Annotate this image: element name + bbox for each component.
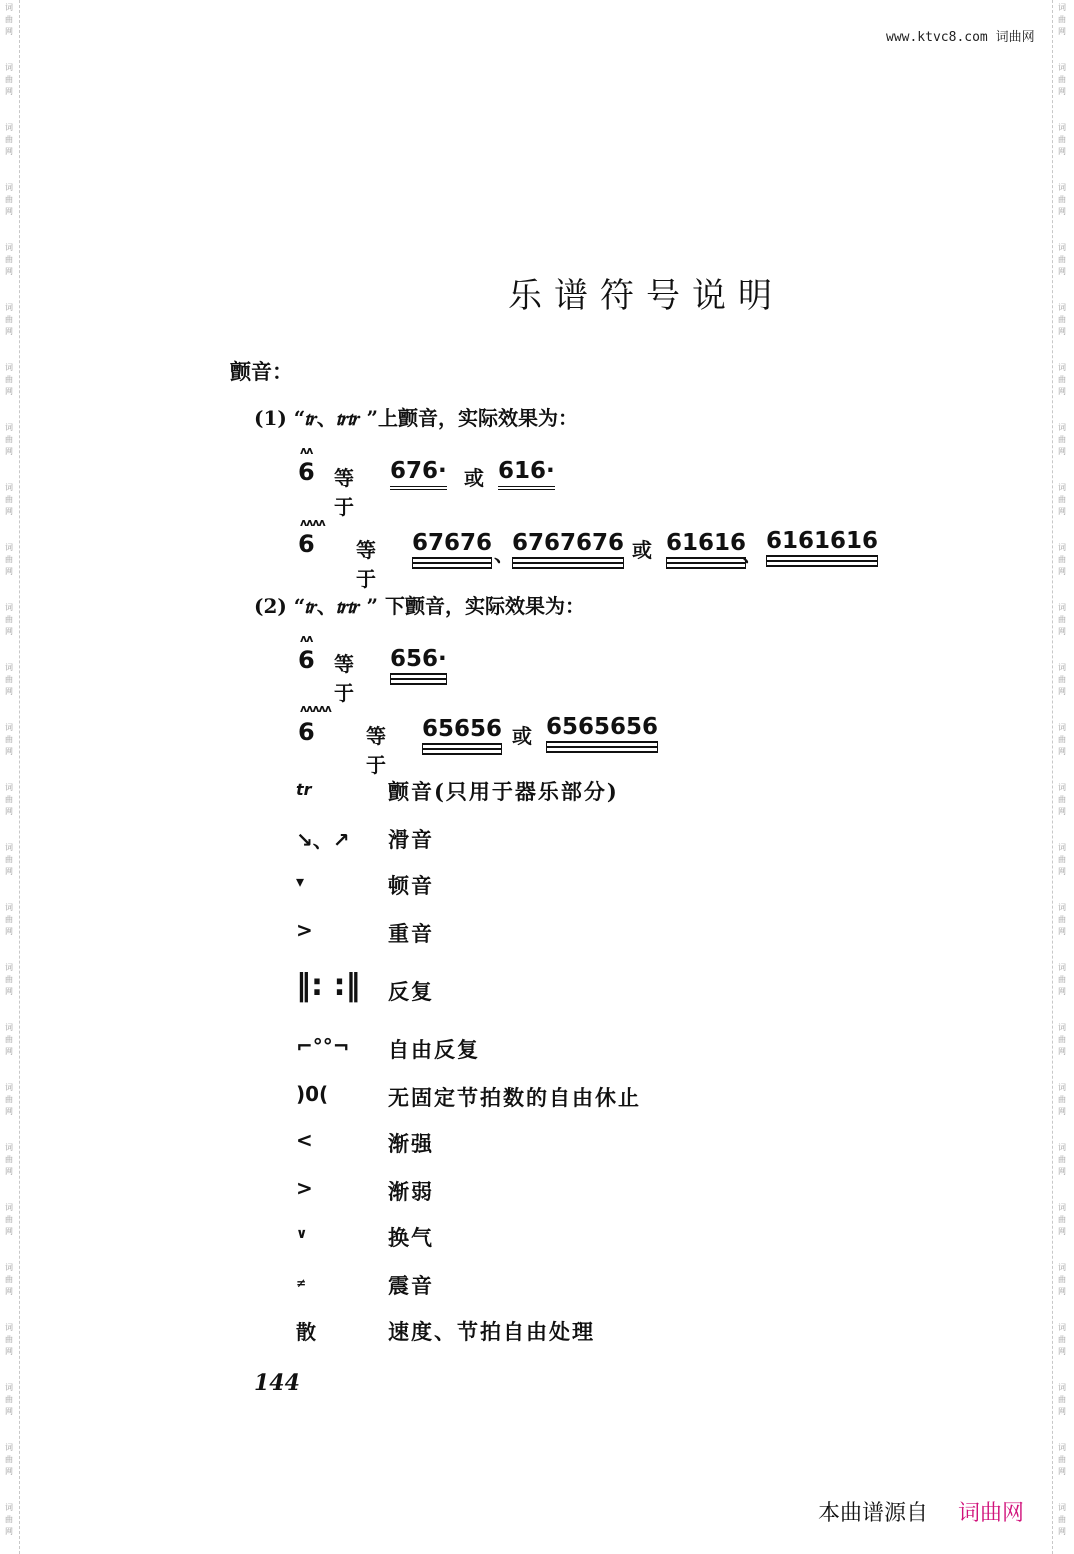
lower-trill-heading: (2) “𝆖、𝆖𝆖 ” 下颤音，实际效果为： (254, 594, 585, 618)
watermark-glyph: 曲 (5, 855, 13, 864)
watermark-glyph: 网 (5, 1107, 13, 1116)
watermark-glyph: 曲 (1058, 735, 1066, 744)
watermark-glyph: 网 (1058, 207, 1066, 216)
watermark-glyph: 曲 (1058, 1515, 1066, 1524)
watermark-glyph: 词 (1058, 663, 1066, 672)
watermark-glyph: 网 (1058, 27, 1066, 36)
watermark-glyph: 词 (5, 543, 13, 552)
symbol-description: 顿音 (388, 873, 434, 898)
watermark-glyph: 曲 (1058, 855, 1066, 864)
watermark-glyph: 网 (5, 867, 13, 876)
watermark-glyph: 词 (5, 1203, 13, 1212)
free-repeat-icon: ⌐°°¬ (296, 1034, 350, 1058)
note-6: 6 (298, 718, 315, 746)
watermark-glyph: 网 (1058, 1227, 1066, 1236)
watermark-glyph: 词 (1058, 1023, 1066, 1032)
watermark-glyph: 曲 (1058, 495, 1066, 504)
equals-label: 等于 (356, 538, 376, 591)
equals-label: 等于 (334, 466, 354, 519)
watermark-glyph: 曲 (1058, 975, 1066, 984)
notation-6767676: 6767676 (512, 530, 624, 559)
watermark-glyph: 网 (5, 507, 13, 516)
watermark-glyph: 网 (5, 1167, 13, 1176)
watermark-glyph: 曲 (5, 1095, 13, 1104)
watermark-glyph: 网 (5, 1527, 13, 1536)
watermark-glyph: 词 (1058, 1323, 1066, 1332)
watermark-glyph: 网 (1058, 1047, 1066, 1056)
notation-616: 616· (498, 458, 555, 490)
watermark-glyph: 曲 (5, 255, 13, 264)
watermark-glyph: 曲 (5, 1335, 13, 1344)
separator: 、 (494, 542, 514, 566)
watermark-glyph: 曲 (1058, 255, 1066, 264)
trill-tr-icon: tr (296, 780, 312, 799)
watermark-glyph: 曲 (5, 135, 13, 144)
notation-65656: 65656 (422, 716, 502, 745)
watermark-glyph: 网 (5, 1047, 13, 1056)
watermark-glyph: 曲 (1058, 915, 1066, 924)
symbol-description: 重音 (388, 921, 434, 946)
watermark-glyph: 曲 (5, 555, 13, 564)
watermark-glyph: 网 (1058, 927, 1066, 936)
watermark-glyph: 词 (5, 1023, 13, 1032)
symbol-description: 震音 (388, 1273, 434, 1298)
watermark-glyph: 曲 (1058, 1275, 1066, 1284)
crescendo-icon: < (296, 1128, 313, 1152)
watermark-glyph: 网 (1058, 987, 1066, 996)
watermark-glyph: 曲 (5, 1215, 13, 1224)
watermark-glyph: 曲 (5, 1515, 13, 1524)
watermark-glyph: 曲 (5, 15, 13, 24)
watermark-glyph: 曲 (5, 195, 13, 204)
watermark-glyph: 网 (1058, 1527, 1066, 1536)
watermark-glyph: 词 (1058, 423, 1066, 432)
watermark-glyph: 词 (5, 663, 13, 672)
watermark-glyph: 词 (1058, 1443, 1066, 1452)
watermark-glyph: 曲 (5, 1035, 13, 1044)
watermark-glyph: 网 (5, 1347, 13, 1356)
watermark-glyph: 词 (1058, 3, 1066, 12)
upper-trill-heading: (1) “𝆖、𝆖𝆖 ”上颤音，实际效果为： (254, 406, 579, 430)
staccato-icon: ▾ (296, 872, 305, 891)
watermark-glyph: 词 (5, 1143, 13, 1152)
watermark-glyph: 网 (1058, 1347, 1066, 1356)
watermark-glyph: 词 (5, 783, 13, 792)
watermark-glyph: 曲 (5, 975, 13, 984)
watermark-glyph: 词 (5, 843, 13, 852)
watermark-glyph: 词 (5, 183, 13, 192)
watermark-glyph: 网 (5, 147, 13, 156)
watermark-glyph: 词 (5, 963, 13, 972)
notation-676: 676· (390, 458, 447, 490)
watermark-glyph: 网 (5, 87, 13, 96)
note-6: 6 (298, 530, 315, 558)
watermark-glyph: 网 (1058, 807, 1066, 816)
watermark-glyph: 网 (5, 687, 13, 696)
watermark-glyph: 词 (5, 603, 13, 612)
site-url[interactable]: www.ktvc8.com (886, 30, 988, 45)
watermark-glyph: 网 (1058, 867, 1066, 876)
watermark-glyph: 词 (5, 1263, 13, 1272)
long-lower-trill-icon: ʌʌʌʌʌ (300, 702, 331, 715)
watermark-glyph: 曲 (1058, 675, 1066, 684)
watermark-glyph: 词 (1058, 1203, 1066, 1212)
watermark-glyph: 网 (1058, 1467, 1066, 1476)
watermark-glyph: 网 (1058, 147, 1066, 156)
watermark-glyph: 词 (5, 1083, 13, 1092)
watermark-glyph: 曲 (5, 1455, 13, 1464)
watermark-glyph: 词 (1058, 903, 1066, 912)
short-lower-trill-icon: ʌʌ (300, 632, 313, 645)
watermark-glyph: 曲 (5, 795, 13, 804)
watermark-glyph: 曲 (5, 915, 13, 924)
watermark-glyph: 词 (5, 1383, 13, 1392)
breath-icon: ∨ (296, 1226, 308, 1242)
watermark-glyph: 曲 (5, 735, 13, 744)
watermark-glyph: 曲 (5, 75, 13, 84)
watermark-glyph: 网 (1058, 327, 1066, 336)
watermark-glyph: 词 (1058, 63, 1066, 72)
watermark-glyph: 网 (1058, 1167, 1066, 1176)
watermark-glyph: 网 (1058, 1287, 1066, 1296)
watermark-glyph: 网 (1058, 747, 1066, 756)
tremolo-icon: ≠ (296, 1276, 307, 1290)
watermark-glyph: 网 (5, 1407, 13, 1416)
note-6: 6 (298, 458, 315, 486)
notation-67676: 67676 (412, 530, 492, 559)
watermark-glyph: 网 (1058, 447, 1066, 456)
watermark-glyph: 网 (5, 1467, 13, 1476)
symbol-description: 渐强 (388, 1131, 434, 1156)
site-header (886, 26, 1035, 45)
repeat-icon: ‖: :‖ (296, 968, 361, 1003)
watermark-glyph: 网 (5, 927, 13, 936)
watermark-glyph: 网 (5, 567, 13, 576)
watermark-glyph: 曲 (1058, 555, 1066, 564)
long-trill-icon: ʌʌʌʌ (300, 516, 325, 529)
watermark-glyph: 曲 (1058, 1155, 1066, 1164)
watermark-glyph: 词 (1058, 723, 1066, 732)
watermark-glyph: 词 (5, 423, 13, 432)
right-watermark-strip (1052, 0, 1074, 1554)
watermark-glyph: 词 (1058, 783, 1066, 792)
watermark-glyph: 曲 (5, 495, 13, 504)
watermark-glyph: 词 (1058, 243, 1066, 252)
watermark-glyph: 曲 (5, 1155, 13, 1164)
note-6: 6 (298, 646, 315, 674)
watermark-glyph: 词 (5, 1323, 13, 1332)
watermark-glyph: 词 (1058, 1263, 1066, 1272)
watermark-glyph: 网 (5, 267, 13, 276)
notation-61616: 61616 (666, 530, 746, 559)
watermark-glyph: 曲 (5, 615, 13, 624)
watermark-glyph: 词 (5, 723, 13, 732)
section-label: 颤音： (230, 359, 293, 384)
watermark-glyph: 网 (1058, 267, 1066, 276)
watermark-glyph: 网 (5, 387, 13, 396)
or-label: 或 (512, 724, 532, 748)
watermark-glyph: 网 (5, 747, 13, 756)
watermark-glyph: 词 (5, 123, 13, 132)
watermark-glyph: 词 (1058, 183, 1066, 192)
watermark-glyph: 曲 (1058, 15, 1066, 24)
watermark-glyph: 网 (1058, 507, 1066, 516)
watermark-glyph: 网 (5, 627, 13, 636)
watermark-glyph: 网 (5, 327, 13, 336)
free-tempo-icon: 散 (296, 1320, 316, 1344)
watermark-glyph: 词 (1058, 543, 1066, 552)
equals-label: 等于 (366, 724, 386, 777)
left-watermark-strip (0, 0, 20, 1554)
watermark-glyph: 网 (5, 447, 13, 456)
or-label: 或 (632, 538, 652, 562)
watermark-glyph: 曲 (1058, 195, 1066, 204)
watermark-glyph: 曲 (5, 1395, 13, 1404)
watermark-glyph: 曲 (1058, 1455, 1066, 1464)
watermark-glyph: 词 (1058, 843, 1066, 852)
watermark-glyph: 词 (1058, 603, 1066, 612)
watermark-glyph: 词 (1058, 1503, 1066, 1512)
watermark-glyph: 词 (1058, 963, 1066, 972)
watermark-glyph: 词 (5, 303, 13, 312)
watermark-glyph: 词 (1058, 1383, 1066, 1392)
page-number: 144 (254, 1370, 300, 1396)
symbol-description: 滑音 (388, 827, 434, 852)
watermark-glyph: 曲 (5, 315, 13, 324)
short-trill-icon: ʌʌ (300, 444, 313, 457)
watermark-glyph: 曲 (1058, 375, 1066, 384)
decrescendo-icon: > (296, 1176, 313, 1200)
watermark-glyph: 网 (5, 1227, 13, 1236)
watermark-glyph: 曲 (1058, 315, 1066, 324)
watermark-glyph: 网 (1058, 627, 1066, 636)
watermark-glyph: 词 (1058, 123, 1066, 132)
symbol-description: 换气 (388, 1225, 434, 1250)
watermark-glyph: 曲 (5, 675, 13, 684)
symbol-description: 渐弱 (388, 1179, 434, 1204)
watermark-glyph: 曲 (1058, 1335, 1066, 1344)
symbol-description: 无固定节拍数的自由休止 (388, 1085, 641, 1110)
watermark-glyph: 网 (5, 807, 13, 816)
watermark-glyph: 曲 (1058, 1095, 1066, 1104)
watermark-glyph: 曲 (1058, 1395, 1066, 1404)
watermark-glyph: 曲 (5, 435, 13, 444)
notation-6161616: 6161616 (766, 528, 878, 557)
watermark-glyph: 曲 (1058, 1035, 1066, 1044)
watermark-glyph: 词 (5, 1503, 13, 1512)
page-title: 乐谱符号说明 (508, 276, 784, 316)
watermark-glyph: 词 (1058, 1143, 1066, 1152)
watermark-glyph: 词 (5, 363, 13, 372)
watermark-glyph: 网 (5, 1287, 13, 1296)
watermark-glyph: 词 (1058, 363, 1066, 372)
symbol-description: 速度、节拍自由处理 (388, 1319, 595, 1344)
watermark-glyph: 词 (1058, 1083, 1066, 1092)
symbol-description: 反复 (388, 979, 434, 1004)
or-label: 或 (464, 466, 484, 490)
glide-icon: ↘、↗ (296, 828, 350, 852)
watermark-glyph: 词 (1058, 303, 1066, 312)
watermark-glyph: 网 (5, 27, 13, 36)
symbol-description: 颤音(只用于器乐部分) (388, 779, 619, 804)
watermark-glyph: 词 (5, 243, 13, 252)
watermark-glyph: 网 (1058, 687, 1066, 696)
watermark-glyph: 曲 (1058, 1215, 1066, 1224)
watermark-glyph: 词 (1058, 483, 1066, 492)
watermark-glyph: 词 (5, 903, 13, 912)
watermark-glyph: 网 (5, 207, 13, 216)
free-rest-icon: )0( (296, 1082, 329, 1106)
watermark-glyph: 词 (5, 483, 13, 492)
watermark-glyph: 词 (5, 3, 13, 12)
watermark-glyph: 网 (1058, 87, 1066, 96)
watermark-glyph: 曲 (1058, 135, 1066, 144)
notation-656: 656· (390, 646, 447, 675)
source-label: 本曲谱源自 (818, 1501, 929, 1526)
site-name: 词曲网 (995, 30, 1035, 45)
source-site-link[interactable]: 词曲网 (958, 1501, 1025, 1526)
separator: 、 (742, 542, 762, 566)
watermark-glyph: 曲 (1058, 615, 1066, 624)
watermark-glyph: 曲 (1058, 795, 1066, 804)
watermark-glyph: 曲 (5, 375, 13, 384)
watermark-glyph: 曲 (5, 1275, 13, 1284)
accent-icon: > (296, 918, 313, 942)
watermark-glyph: 曲 (1058, 435, 1066, 444)
watermark-glyph: 词 (5, 1443, 13, 1452)
watermark-glyph: 曲 (1058, 75, 1066, 84)
watermark-glyph: 词 (5, 63, 13, 72)
watermark-glyph: 网 (1058, 567, 1066, 576)
watermark-glyph: 网 (1058, 1407, 1066, 1416)
notation-6565656: 6565656 (546, 714, 658, 743)
watermark-glyph: 网 (1058, 387, 1066, 396)
equals-label: 等于 (334, 652, 354, 705)
watermark-glyph: 网 (5, 987, 13, 996)
symbol-description: 自由反复 (388, 1037, 480, 1062)
watermark-glyph: 网 (1058, 1107, 1066, 1116)
